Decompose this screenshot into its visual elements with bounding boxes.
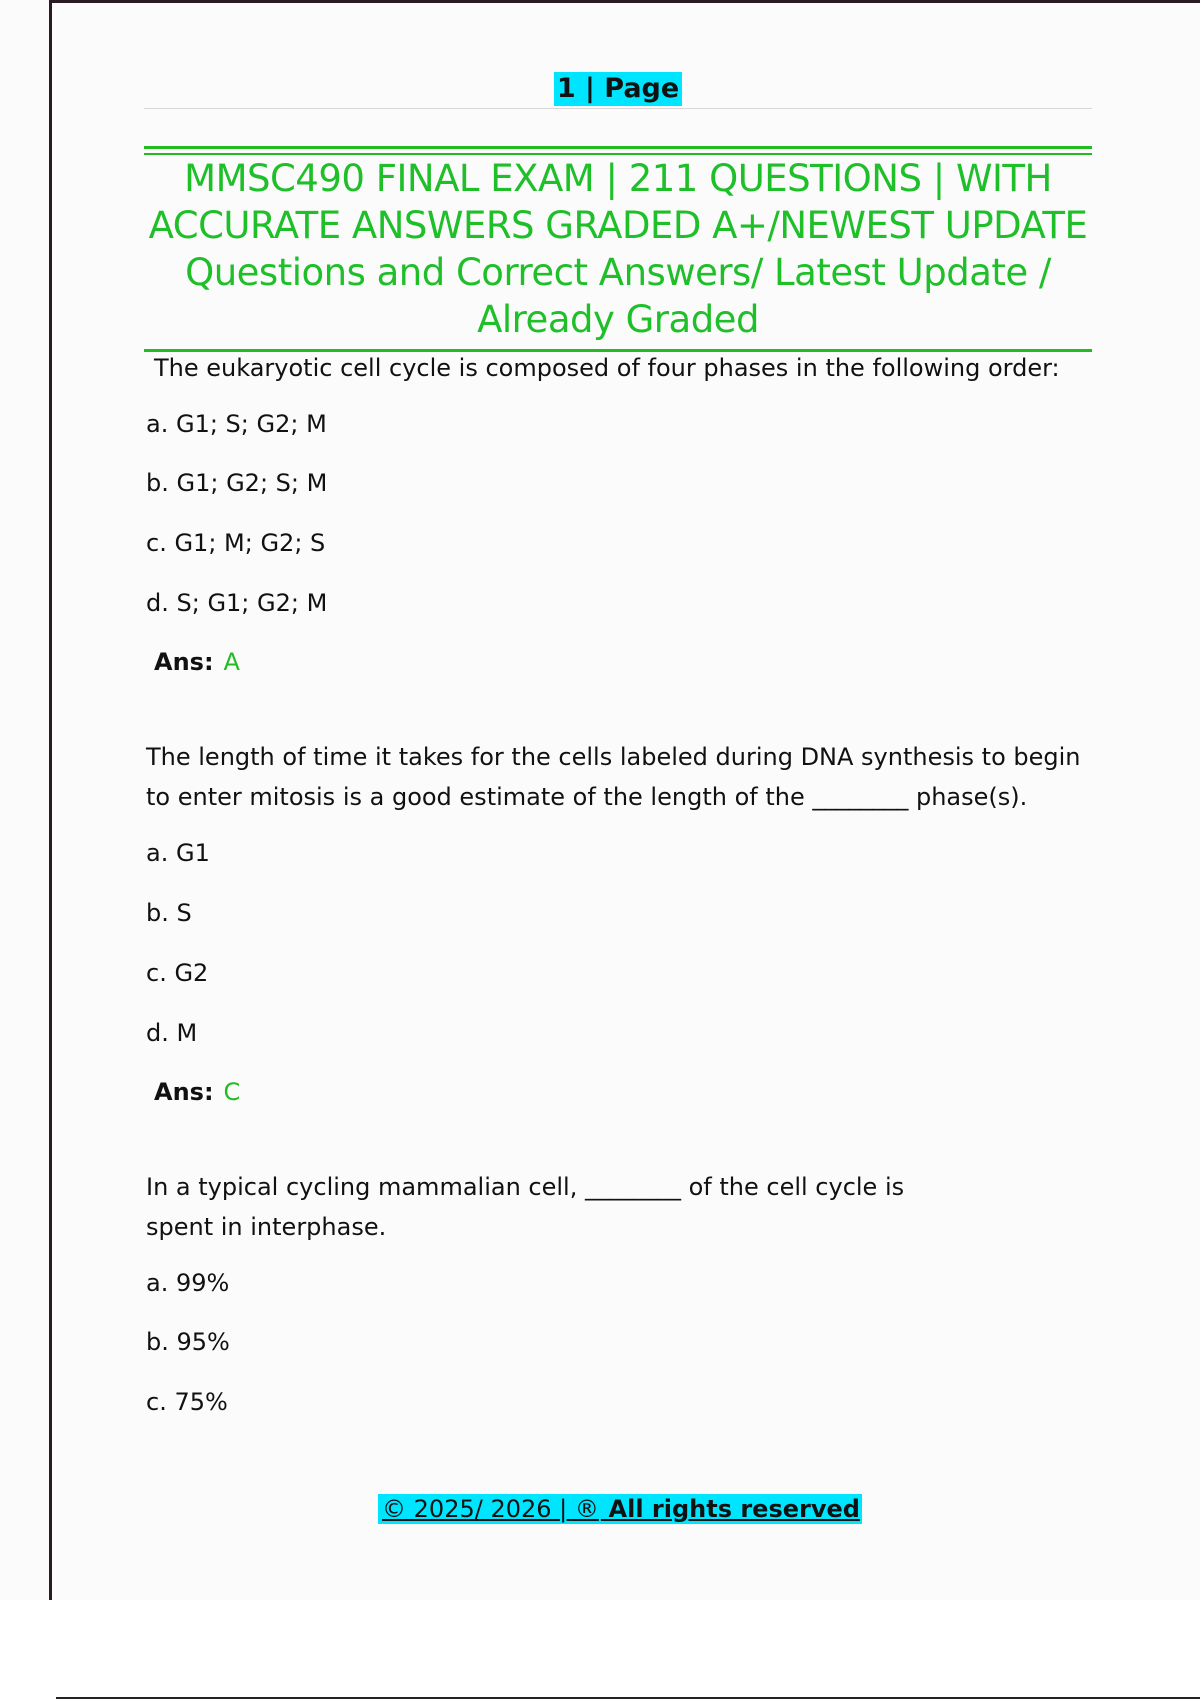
question-3-option-b: b. 95% [146, 1328, 230, 1356]
question-2-option-c: c. G2 [146, 959, 209, 987]
page-footer [0, 1494, 1200, 1524]
title-rule-top [144, 146, 1092, 149]
answer-value: A [223, 648, 240, 676]
rights-reserved: All rights reserved [608, 1495, 860, 1523]
answer-value: C [223, 1078, 241, 1106]
question-3-option-c: c. 75% [146, 1388, 228, 1416]
question-2-option-d: d. M [146, 1019, 198, 1047]
question-2-option-b: b. S [146, 899, 192, 927]
header-divider [144, 108, 1092, 109]
top-border [49, 0, 1200, 3]
answer-label: Ans: [154, 648, 214, 676]
copyright-notice [378, 1494, 862, 1524]
question-1-option-c: c. G1; M; G2; S [146, 529, 326, 557]
page-header [144, 72, 1092, 106]
question-1-option-b: b. G1; G2; S; M [146, 469, 328, 497]
question-1-option-a: a. G1; S; G2; M [146, 410, 327, 438]
answer-label: Ans: [154, 1078, 214, 1106]
question-2-answer [154, 1078, 240, 1106]
bottom-border [56, 1697, 1200, 1699]
question-3-option-a: a. 99% [146, 1269, 230, 1297]
question-1-answer [154, 648, 240, 676]
question-2-option-a: a. G1 [146, 839, 210, 867]
question-2-text: The length of time it takes for the cells labeled during DNA synthesis to begin to enter mitosis is a good estimate of the length of the ________ phase(s). [146, 743, 1081, 811]
left-border [49, 0, 52, 1600]
question-3-text: In a typical cycling mammalian cell, ________ of the cell cycle is spent in interphase. [146, 1173, 905, 1241]
question-1-option-d: d. S; G1; G2; M [146, 589, 328, 617]
document-title: MMSC490 FINAL EXAM | 211 QUESTIONS | WITH ACCURATE ANSWERS GRADED A+/NEWEST UPDATE Questions and Correct Answers/ Latest Update / Already Graded [148, 157, 1088, 341]
question-1-text: The eukaryotic cell cycle is composed of four phases in the following order: [154, 354, 1060, 382]
copyright-years: © 2025/ 2026 | ® [382, 1495, 599, 1523]
page-number: 1 | Page [554, 72, 682, 106]
